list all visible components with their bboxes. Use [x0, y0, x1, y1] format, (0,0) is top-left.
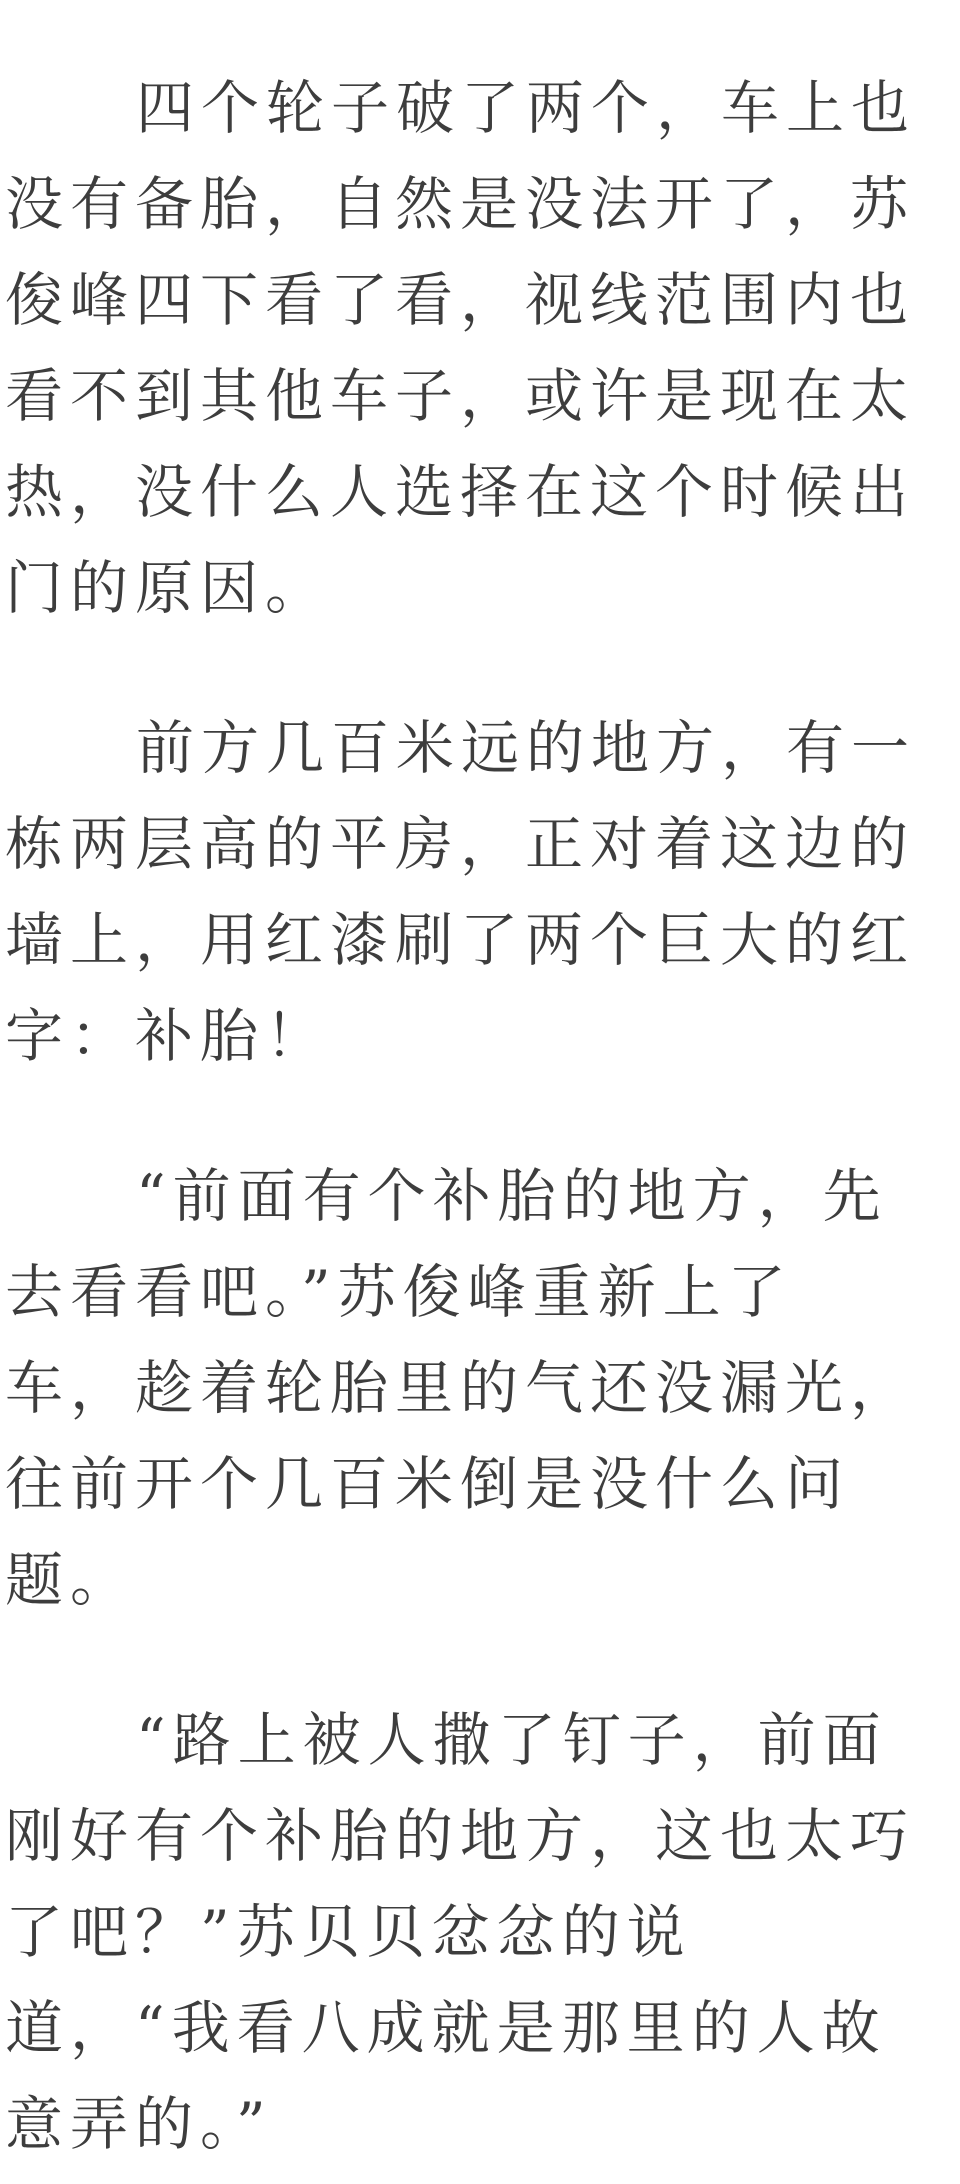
text-line: 道，“我看八成就是那里的人故 [5, 1994, 887, 2062]
text-line: 了吧？”苏贝贝忿忿的说 [5, 1898, 692, 1966]
paragraph-2 [5, 700, 955, 1084]
text-line: 四个轮子破了两个，车上也 [136, 74, 917, 142]
text-line: 意弄的。” [5, 2090, 273, 2158]
text-line: 题。 [5, 1546, 136, 1614]
text-line: 前方几百米远的地方，有一 [136, 714, 917, 782]
text-line: 往前开个几百米倒是没什么问 [5, 1450, 851, 1518]
text-line: 门的原因。 [5, 554, 331, 622]
text-line: “路上被人撒了钉子，前面 [136, 1706, 888, 1774]
text-line: 俊峰四下看了看，视线范围内也 [5, 266, 916, 334]
text-line: “前面有个补胎的地方，先 [136, 1162, 888, 1230]
text-line: 墙上，用红漆刷了两个巨大的红 [5, 906, 916, 974]
text-line: 车，趁着轮胎里的气还没漏光， [5, 1354, 916, 1422]
text-line: 热，没什么人选择在这个时候出 [5, 458, 916, 526]
text-line: 去看看吧。”苏俊峰重新上了 [5, 1258, 793, 1326]
text-line: 栋两层高的平房，正对着这边的 [5, 810, 916, 878]
text-line: 看不到其他车子，或许是现在太 [5, 362, 916, 430]
text-line: 刚好有个补胎的地方，这也太巧 [5, 1802, 916, 1870]
paragraph-3 [5, 1148, 955, 1628]
paragraph-1 [5, 60, 955, 636]
text-line: 字：补胎！ [5, 1002, 331, 1070]
text-line: 没有备胎，自然是没法开了，苏 [5, 170, 916, 238]
paragraph-4 [5, 1692, 955, 2172]
